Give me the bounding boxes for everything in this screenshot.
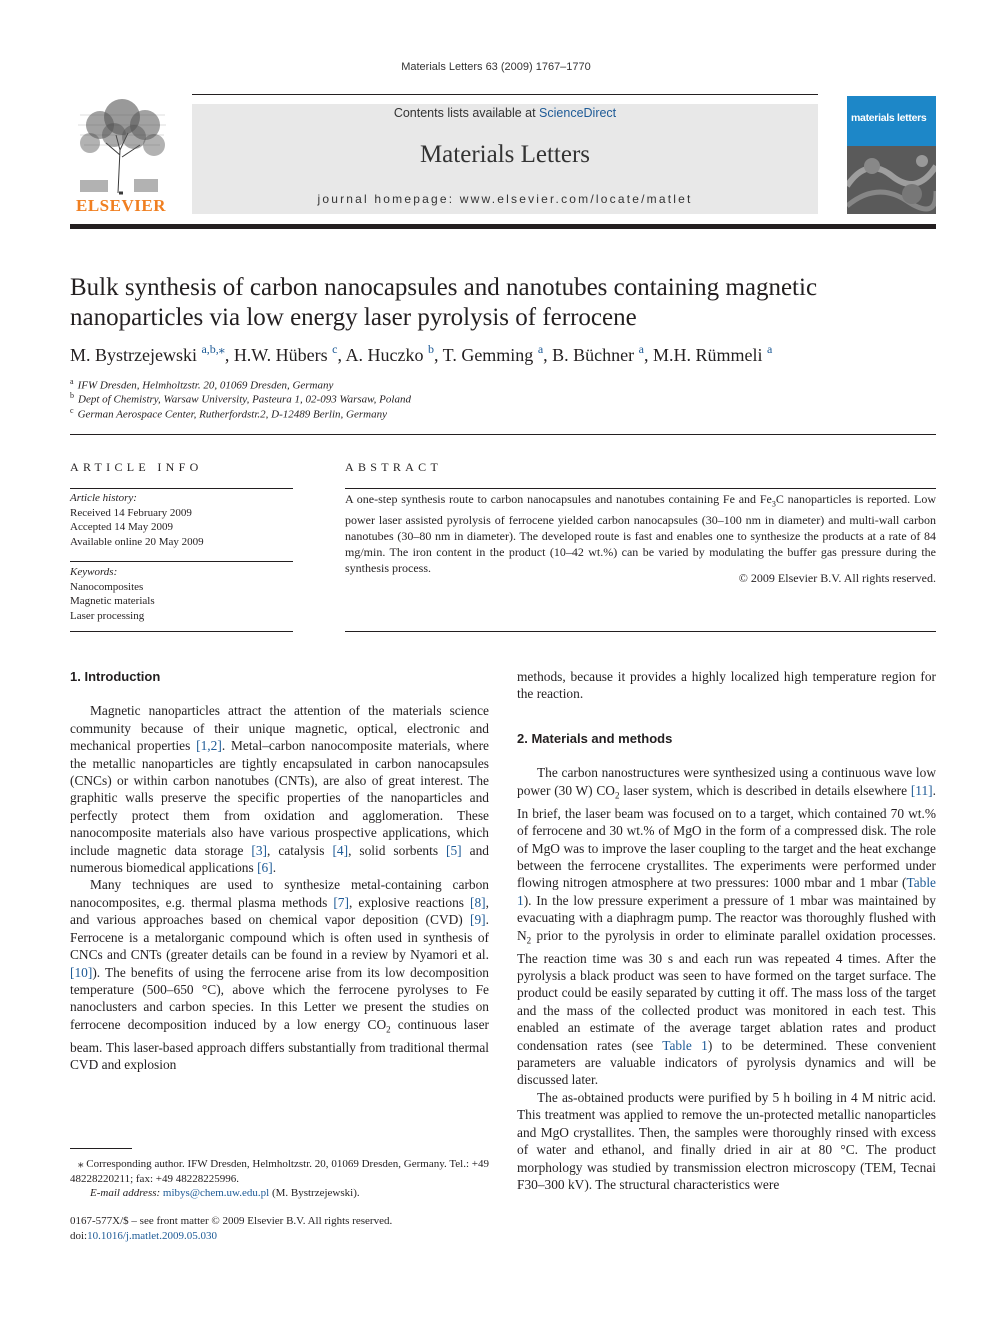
- corresponding-text: Corresponding author. IFW Dresden, Helmholtzstr. 20, 01069 Dresden, Germany. Tel.: +49 48228220211; fax: +49 48228225996.: [70, 1158, 490, 1185]
- doi-link[interactable]: 10.1016/j.matlet.2009.05.030: [87, 1229, 217, 1242]
- author-name[interactable]: A. Huczko: [345, 345, 424, 365]
- issn-line: 0167-577X/$ – see front matter © 2009 Elsevier B.V. All rights reserved.: [70, 1215, 393, 1227]
- keyword: Nanocomposites: [70, 580, 144, 593]
- keyword: Laser processing: [70, 609, 145, 622]
- author-name[interactable]: H.W. Hübers: [233, 345, 328, 365]
- citation-link[interactable]: [4]: [332, 842, 349, 858]
- cover-title: materials letters: [851, 112, 927, 124]
- sciencedirect-link[interactable]: ScienceDirect: [539, 106, 617, 120]
- affiliation-text: IFW Dresden, Helmholtzstr. 20, 01069 Dresden, Germany: [77, 379, 334, 392]
- author-name[interactable]: M. Bystrzejewski: [70, 345, 197, 365]
- author-affiliation-mark[interactable]: a: [537, 342, 544, 356]
- author-affiliation-mark[interactable]: a,b,⁎: [201, 342, 225, 356]
- paragraph: The carbon nanostructures were synthesized using a continuous wave low power (30 W) $CO_2$ laser system, which is described in details elsewhere [11]. In brief, the laser beam was focused on to a target, which contained 70 wt.% of ferrocene and 30 wt.% of MgO in the form of a compressed disk. The role of MgO was to improve the laser coupling to the target and the heat exchange between the ferrocene crystallites. The experiments were performed under flowing nitrogen atmosphere at two pressures: 1000 mbar and 1 mbar (Table 1). In the low pressure experiment a pressure of 1 mbar was maintained by evacuating with a diaphragm pump. The reactor was thoroughly flushed with $N_2$ prior to the pyrolysis in order to eliminate parallel oxidation processes. The reaction time was 30 s and each run was repeated 4 times. After the pyrolysis a black product was seen to have formed on the target surface. The product could be easily separated by cutting it off. The mass loss of the target and the mass of the collected product was monitored in each test. This enabled an estimate of the average target ablation rates and product condensation rates (see Table 1) to be determined. These convenient parameters are valuable indicators of pyrolysis dynamics and will be discussed later.: [517, 765, 937, 1088]
- accepted-date: Accepted 14 May 2009: [70, 521, 173, 533]
- abstract-text: A one-step synthesis route to carbon nanocapsules and nanotubes containing Fe and $Fe_3C$ nanoparticles is reported. Low power laser assisted pyrolysis of ferrocene yielded carbon nanocapsules (30–100 nm in diameter) and multi-wall carbon nanotubes (30–80 nm in diameter). The developed route is fast and enables one to synthesize the products at a rate of 84 mg/min. The iron content in the product (10–42 wt.%) can be varied by modulating the buffer gas pressure during the synthesis process.: [345, 492, 936, 576]
- abstract-copyright: © 2009 Elsevier B.V. All rights reserved.: [738, 571, 936, 585]
- author-affiliation-mark[interactable]: a: [638, 342, 644, 356]
- issn-doi-block: [70, 1214, 489, 1243]
- elsevier-wordmark: ELSEVIER: [76, 196, 166, 215]
- section-heading: 1. Introduction: [70, 669, 161, 684]
- author-affiliation-mark[interactable]: b: [427, 342, 434, 356]
- affiliation-text: Dept of Chemistry, Warsaw University, Pasteura 1, 02-093 Warsaw, Poland: [78, 393, 411, 406]
- article-info-rule: [70, 488, 293, 489]
- affiliation-rule: [70, 434, 936, 435]
- citation-link[interactable]: [3]: [251, 842, 268, 858]
- affiliation-mark: c: [70, 406, 74, 415]
- keywords-label: Keywords:: [70, 566, 118, 578]
- section-heading: 2. Materials and methods: [517, 730, 673, 746]
- table-link[interactable]: Table 1: [517, 875, 936, 908]
- header-thick-rule: [70, 224, 936, 229]
- citation-link[interactable]: [9]: [470, 912, 486, 928]
- footnote-rule: [70, 1148, 132, 1149]
- citation-link[interactable]: [8]: [470, 894, 486, 910]
- contents-line: [192, 106, 818, 120]
- citation-link[interactable]: [1,2]: [196, 738, 222, 754]
- keyword: Magnetic materials: [70, 595, 155, 607]
- affiliation: [70, 391, 936, 406]
- affiliation-mark: a: [70, 377, 74, 386]
- citation-link[interactable]: [11]: [910, 782, 933, 798]
- header-top-rule: [192, 94, 818, 95]
- email-suffix: (M. Bystrzejewski).: [271, 1187, 360, 1199]
- article-info-rule: [70, 631, 293, 632]
- author-affiliation-mark[interactable]: a: [766, 342, 773, 356]
- paragraph: The as-obtained products were purified by 5 h boiling in 4 M nitric acid. This treatment was applied to remove the un-protected metallic nanoparticles and MgO crystallites. Then, the samples were thoroughly rinsed with excess of water and ethanol, and finally dried in air at 80 °C. The product morphology was studied by transmission electron microscopy (TEM, Tecnai F30–300 kV). The structural characteristics were: [517, 1089, 936, 1192]
- author-name[interactable]: T. Gemming: [442, 345, 534, 365]
- article-title: Bulk synthesis of carbon nanocapsules and nanotubes containing magnetic nanoparticles via low energy laser pyrolysis of ferrocene: [70, 274, 818, 331]
- body-column-right: [517, 668, 936, 1193]
- affiliation: [70, 406, 936, 421]
- online-date: Available online 20 May 2009: [70, 535, 204, 548]
- affiliation-mark: b: [70, 391, 74, 400]
- affiliation-text: German Aerospace Center, Rutherfordstr.2, D-12489 Berlin, Germany: [77, 408, 387, 421]
- article-info-rule: [70, 561, 293, 562]
- table-link[interactable]: Table 1: [662, 1037, 708, 1053]
- author-name[interactable]: B. Büchner: [552, 345, 635, 365]
- cover-image-icon: [847, 146, 936, 214]
- citation-link[interactable]: [10]: [70, 964, 93, 980]
- footnote-mark: ⁎: [78, 1158, 84, 1170]
- article-history-label: Article history:: [70, 492, 137, 504]
- abstract-heading: ABSTRACT: [345, 460, 443, 474]
- citation-link[interactable]: [7]: [333, 894, 349, 910]
- corresponding-author-footnote: [70, 1157, 489, 1201]
- abstract-rule: [345, 631, 936, 632]
- author-affiliation-mark[interactable]: c: [332, 342, 338, 356]
- paragraph: Magnetic nanoparticles attract the attention of the materials science community because of their unique magnetic, optical, electronic and mechanical properties [1,2]. Metal–carbon nanocomposite materials, where the metallic nanoparticles are tightly encapsulated in carbon nanocapsules (CNCs) or within carbon nanotubes (CNTs), are also of great interest. The graphitic walls preserve the specific properties of the nanoparticles and perfectly protect them from oxidation and agglomeration. These nanocomposite materials also have various prospective applications, which include magnetic data storage [3], catalysis [4], solid sorbents [5] and numerous biomedical applications [6].: [70, 703, 489, 876]
- running-head: Materials Letters 63 (2009) 1767–1770: [401, 61, 591, 73]
- journal-homepage-link[interactable]: journal homepage: www.elsevier.com/locate/matlet: [317, 192, 693, 206]
- article-history: [70, 491, 293, 549]
- body-column-left: [70, 668, 489, 1074]
- citation-link[interactable]: [5]: [446, 842, 462, 858]
- keywords-block: [70, 565, 293, 623]
- article-info-heading: ARTICLE INFO: [70, 460, 203, 474]
- journal-cover-thumbnail[interactable]: [847, 96, 936, 214]
- doi-line: [70, 1229, 489, 1244]
- paragraph: methods, because it provides a highly localized high temperature region for the reaction.: [517, 669, 936, 702]
- journal-title: Materials Letters: [419, 141, 591, 168]
- email-label: E-mail address:: [90, 1187, 161, 1199]
- citation-link[interactable]: [6]: [257, 860, 273, 876]
- abstract-rule: [345, 488, 936, 489]
- doi-prefix: doi:: [70, 1229, 88, 1242]
- email-link[interactable]: mibys@chem.uw.edu.pl: [162, 1187, 270, 1199]
- tree-icon: [70, 95, 172, 195]
- received-date: Received 14 February 2009: [70, 506, 192, 519]
- paragraph: Many techniques are used to synthesize metal-containing carbon nanocomposites, e.g. thermal plasma methods [7], explosive reactions [8], and various approaches based on chemical vapor deposition (CVD) [9]. Ferrocene is a metalorganic compound which is often used in synthesis of CNCs and CNTs (greater details can be found in a review by Nyamori et al. [10]). The benefits of using the ferrocene arise from its low decomposition temperature (500–650 °C), above which the ferrocene pyrolyses to Fe nanoclusters and carbon species. In this Letter we present the studies on ferrocene decomposition induced by a low energy $CO_2$ continuous laser beam. This laser-based approach differs substantially from traditional thermal CVD and explosion: [70, 877, 490, 1073]
- contents-prefix: Contents lists available at: [393, 106, 540, 120]
- affiliation: [70, 377, 936, 392]
- author-name[interactable]: M.H. Rümmeli: [652, 345, 763, 365]
- author-list: M. Bystrzejewski $^{a,b,⁎}$, H.W. Hübers $^c$, A. Huczko $^b$, T. Gemming $^a$, B. Büchner $^a$, M.H. Rümmeli $^a$: [70, 342, 773, 365]
